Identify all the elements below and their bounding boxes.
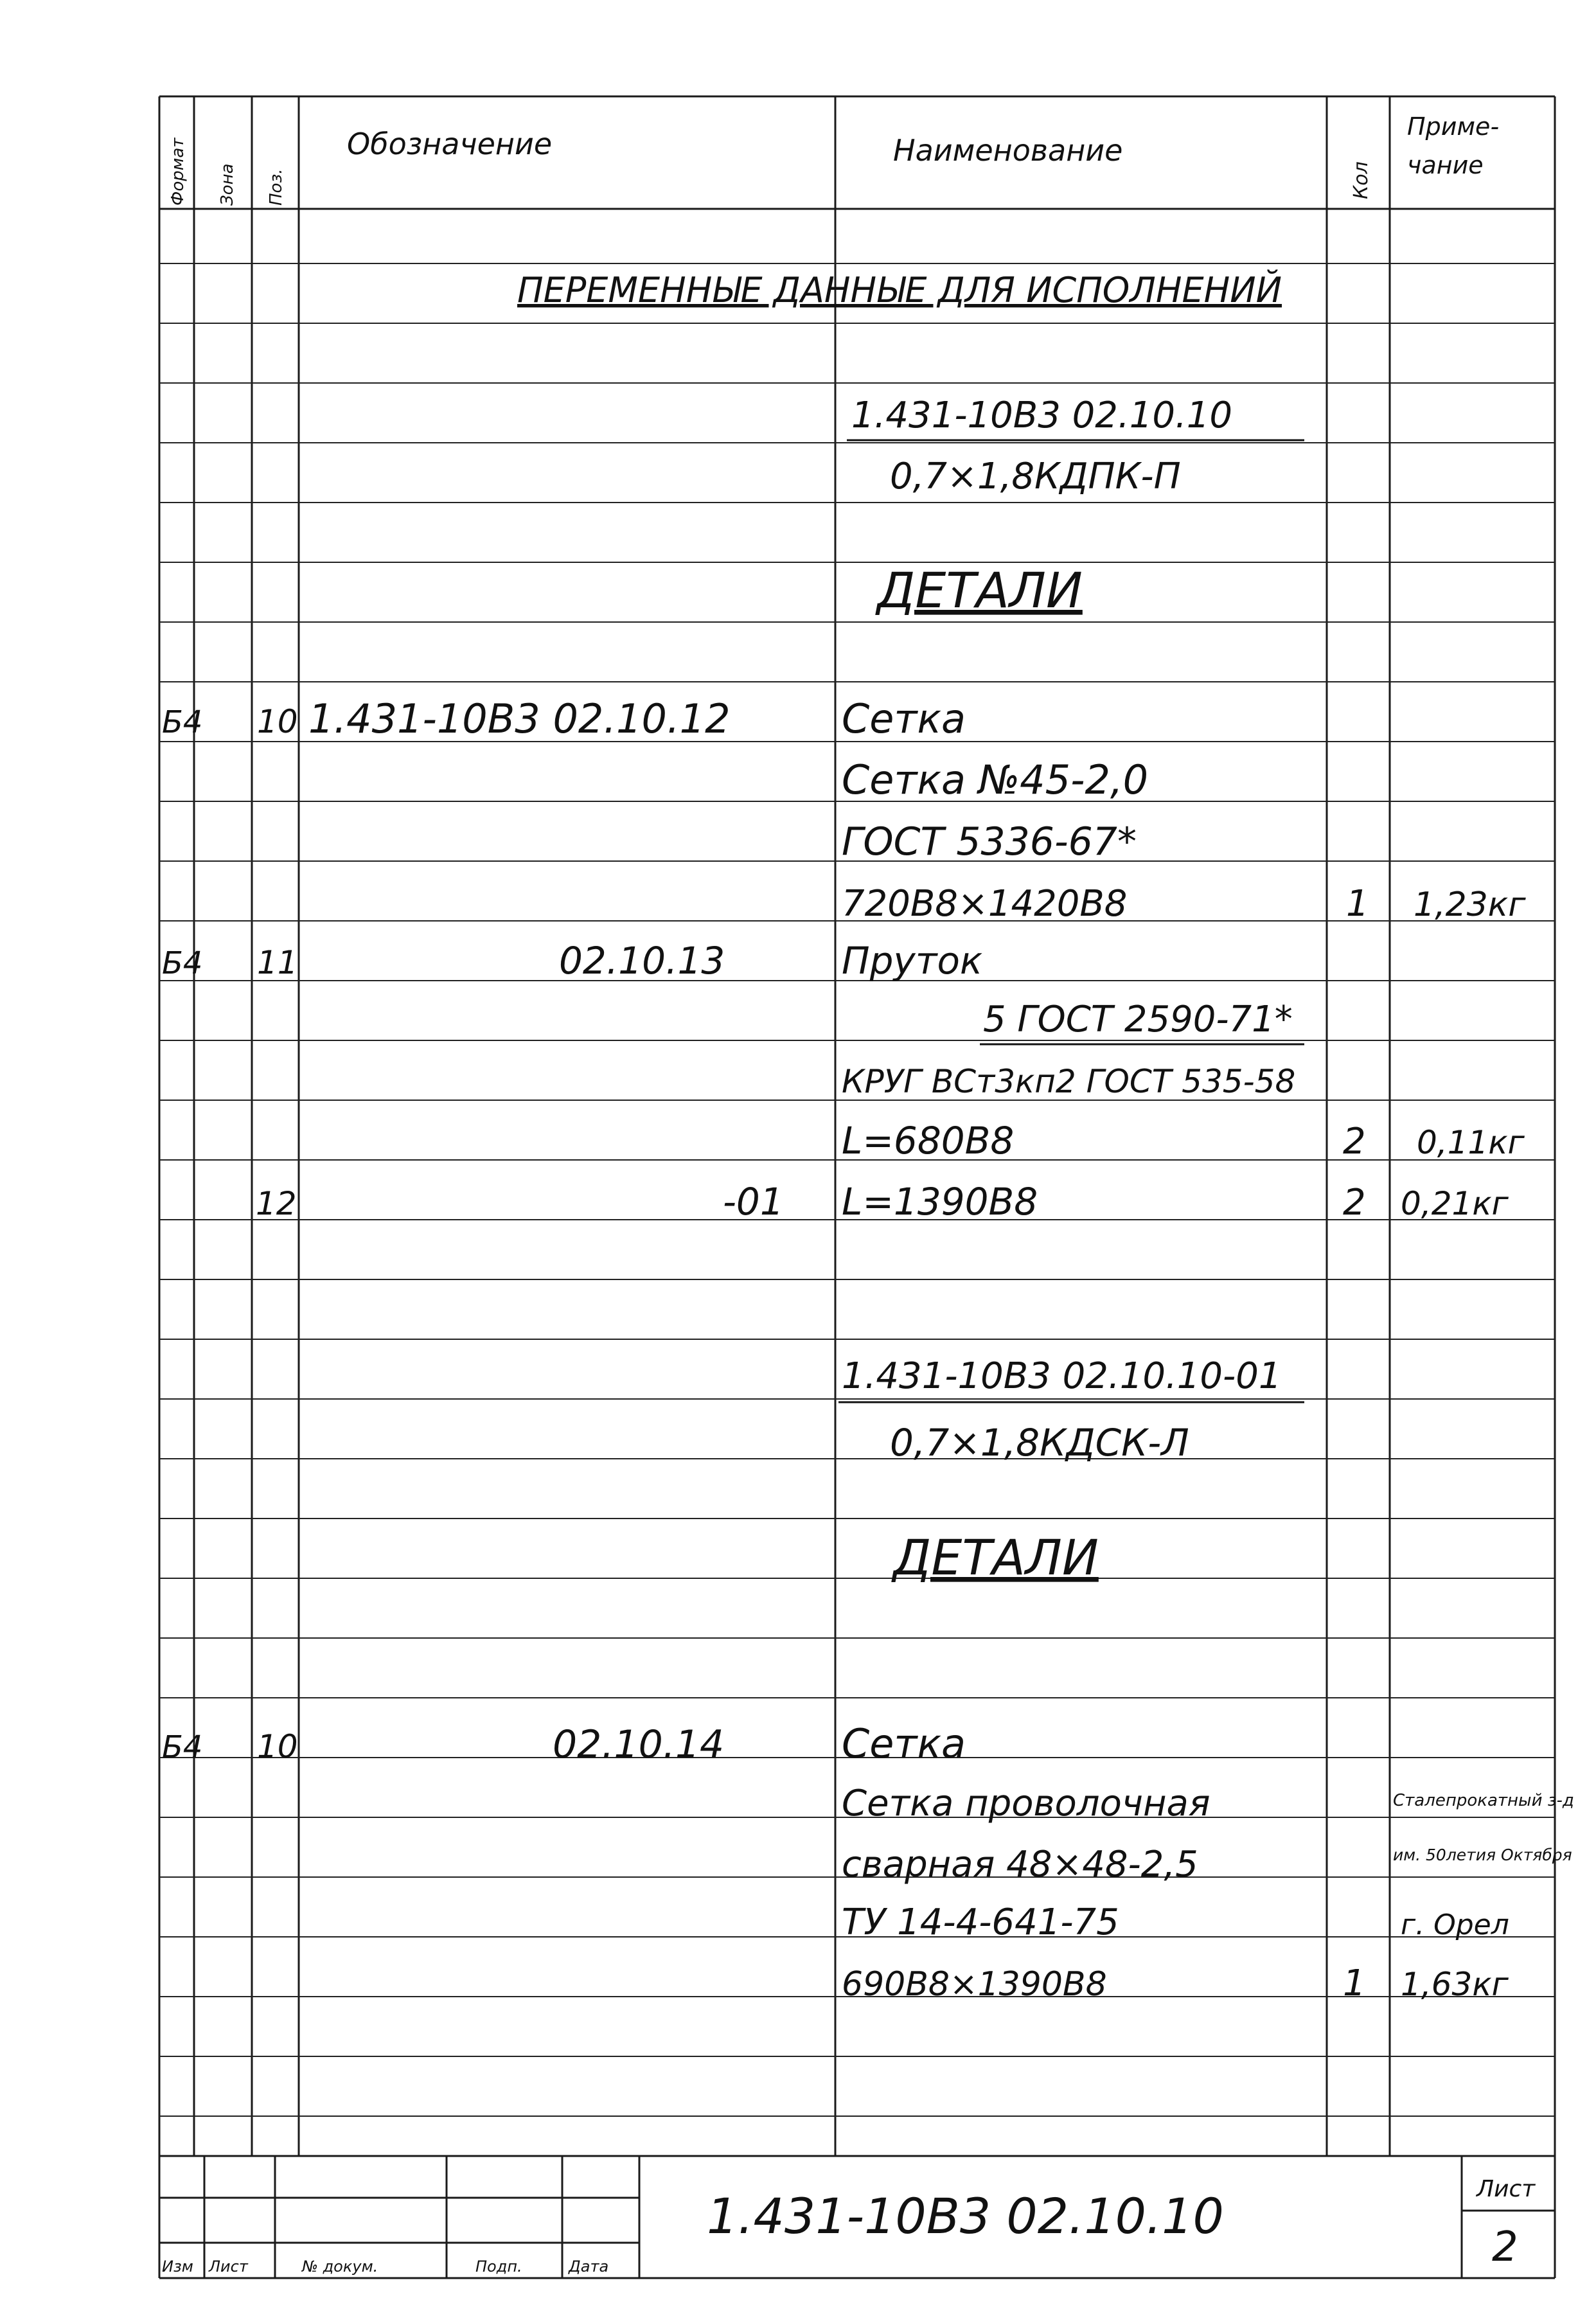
section-heading-details: ДЕТАЛИ	[893, 1529, 1099, 1586]
table-row	[842, 1783, 1574, 1824]
cell-name: ТУ 14-4-641-75	[842, 1902, 1119, 1943]
cell-name: Сетка проволочная	[842, 1783, 1210, 1824]
section-title: ПЕРЕМЕННЫЕ ДАННЫЕ ДЛЯ ИСПОЛНЕНИЙ	[517, 270, 1282, 310]
cell-format: Б4	[162, 945, 203, 981]
variant-2	[162, 1355, 1574, 2004]
cell-designation: -01	[723, 1180, 784, 1224]
cell-name: Пруток	[842, 939, 983, 983]
cell-designation: 02.10.14	[553, 1722, 725, 1767]
cell-name: КРУГ ВСт3кп2 ГОСТ 535-58	[842, 1063, 1296, 1100]
cell-note: г. Орел	[1401, 1909, 1509, 1941]
label-doc-number: № докум.	[302, 2258, 378, 2276]
cell-qty: 2	[1343, 1182, 1366, 1224]
header-name: Наименование	[893, 133, 1123, 168]
header-format: Формат	[168, 138, 188, 206]
cell-pos: 12	[256, 1185, 297, 1222]
table-row	[162, 1720, 966, 1767]
sheet-label: Лист	[1476, 2176, 1536, 2202]
header-designation: Обозначение	[347, 127, 553, 161]
table-row	[162, 695, 966, 742]
table-row	[842, 756, 1148, 803]
cell-name: 5 ГОСТ 2590-71*	[983, 999, 1293, 1040]
table-header	[168, 112, 1499, 206]
cell-format: Б4	[162, 1729, 203, 1765]
header-zone: Зона	[218, 163, 237, 206]
cell-name: L=1390В8	[842, 1180, 1038, 1224]
cell-designation: 1.431-10В3 02.10.12	[308, 695, 731, 742]
header-note-line2: чание	[1407, 151, 1484, 179]
cell-name: L=680В8	[842, 1119, 1015, 1162]
label-sheet: Лист	[209, 2258, 248, 2276]
table-row	[842, 1119, 1525, 1162]
cell-name: ГОСТ 5336-67*	[842, 819, 1137, 864]
table-row	[162, 939, 982, 983]
cell-designation: 02.10.13	[559, 939, 725, 983]
title-block	[162, 2176, 1536, 2276]
cell-note: 0,21кг	[1401, 1185, 1509, 1222]
cell-name: Сетка	[842, 1720, 966, 1767]
cell-note: Сталепрокатный з-д	[1393, 1791, 1574, 1810]
header-pos: Поз.	[267, 168, 286, 206]
cell-note: 1,63кг	[1401, 1966, 1509, 2003]
table-row	[842, 1844, 1572, 1885]
variant-1	[162, 395, 1526, 1224]
cell-name: 720В8×1420В8	[842, 883, 1128, 925]
table-row	[842, 883, 1526, 925]
variant-code: 1.431-10В3 02.10.10	[851, 395, 1233, 436]
cell-note: 1,23кг	[1414, 886, 1526, 924]
label-signature: Подп.	[475, 2258, 522, 2276]
doc-code: 1.431-10В3 02.10.10	[707, 2187, 1224, 2245]
cell-qty: 1	[1343, 1963, 1366, 2004]
cell-name: Сетка	[842, 695, 966, 742]
variant-code: 1.431-10В3 02.10.10-01	[842, 1355, 1282, 1397]
cell-note: им. 50летия Октября	[1393, 1846, 1572, 1864]
label-date: Дата	[569, 2258, 609, 2276]
sheet-number: 2	[1492, 2223, 1518, 2271]
cell-pos: 10	[257, 1728, 298, 1765]
cell-format: Б4	[162, 704, 203, 740]
table-row	[842, 1063, 1295, 1100]
cell-pos: 10	[257, 703, 298, 740]
variant-desc: 0,7×1,8КДПК-П	[890, 456, 1181, 497]
table-row	[842, 819, 1137, 864]
header-qty: Кол	[1350, 161, 1372, 199]
table-row	[980, 999, 1304, 1044]
cell-qty: 1	[1346, 883, 1369, 925]
cell-qty: 2	[1343, 1121, 1366, 1162]
table-row	[842, 1963, 1509, 2004]
header-note-line1: Приме-	[1407, 112, 1500, 141]
cell-name: сварная 48×48-2,5	[842, 1844, 1198, 1885]
variant-desc: 0,7×1,8КДСК-Л	[890, 1421, 1189, 1465]
cell-name: 690В8×1390В8	[842, 1965, 1107, 2004]
label-change: Изм	[162, 2258, 193, 2276]
cell-name: Сетка №45-2,0	[842, 756, 1149, 803]
cell-pos: 11	[257, 944, 298, 981]
table-row	[256, 1180, 1509, 1224]
cell-note: 0,11кг	[1417, 1124, 1525, 1161]
section-heading-details: ДЕТАЛИ	[877, 562, 1083, 619]
